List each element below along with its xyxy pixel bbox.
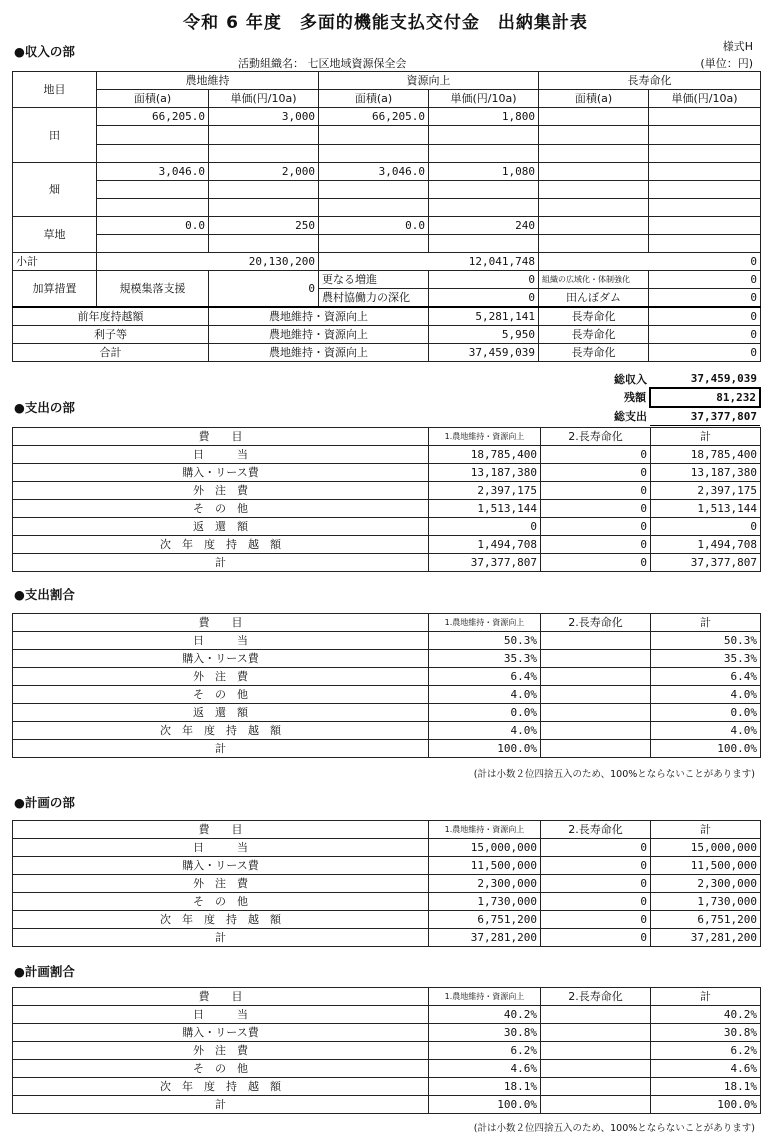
value-c2: 0 (541, 875, 651, 893)
value-c1: 11,500,000 (429, 857, 541, 875)
value-c2 (541, 650, 651, 668)
value-c3: 40.2% (651, 1006, 761, 1024)
h-c1: 1.農地維持・資源向上 (429, 428, 541, 446)
table-row (13, 464, 761, 482)
row-label: 計 (13, 554, 429, 572)
row-label: 日 当 (13, 632, 429, 650)
row-label: 次 年 度 持 越 額 (13, 536, 429, 554)
table-row (13, 217, 761, 235)
table-row (13, 163, 761, 181)
value-c3: 6.2% (651, 1042, 761, 1060)
table-row (13, 650, 761, 668)
value-c2 (541, 686, 651, 704)
nouson-label: 農村協働力の深化 (319, 289, 429, 308)
page-title: 令和 6 年度 多面的機能支払交付金 出納集計表 (183, 13, 588, 33)
value-c1: 37,377,807 (429, 554, 541, 572)
value-c2 (541, 1024, 651, 1042)
subtotal-nouchi: 20,130,200 (97, 253, 319, 271)
sou-shunyu: 37,459,039 (650, 370, 760, 388)
value-c1: 50.3% (429, 632, 541, 650)
value-c2: 0 (541, 857, 651, 875)
value-c1: 4.6% (429, 1060, 541, 1078)
h-c2: 2.長寿命化 (541, 614, 651, 632)
expense-ratio-note: (計は小数２位四捨五入のため、100%とならないことがあります) (473, 769, 755, 780)
value-c3: 37,377,807 (651, 554, 761, 572)
value-c2 (541, 1096, 651, 1114)
row-label: そ の 他 (13, 893, 429, 911)
table-row (13, 686, 761, 704)
h-choju: 長寿命化 (539, 72, 761, 90)
h-shigen: 資源向上 (319, 72, 539, 90)
total-label: 合計 (13, 344, 209, 362)
row-label: 返 還 額 (13, 518, 429, 536)
row-label: そ の 他 (13, 1060, 429, 1078)
expense-table (12, 427, 761, 572)
value-c1: 100.0% (429, 1096, 541, 1114)
value-c2 (541, 1060, 651, 1078)
h-price: 単価(円/10a) (649, 90, 761, 108)
value-c2 (541, 704, 651, 722)
value-c1: 4.0% (429, 722, 541, 740)
h-himoku: 費 目 (13, 988, 429, 1006)
h-c1: 1.農地維持・資源向上 (429, 821, 541, 839)
h-himoku: 費 目 (13, 428, 429, 446)
value-c1: 1,494,708 (429, 536, 541, 554)
total-ns: 37,459,039 (429, 344, 539, 362)
table-row (13, 668, 761, 686)
value-c2 (541, 1042, 651, 1060)
value-c3: 100.0% (651, 740, 761, 758)
value-c1: 100.0% (429, 740, 541, 758)
plan-table (12, 820, 761, 947)
value-c1: 15,000,000 (429, 839, 541, 857)
h-c3: 計 (651, 821, 761, 839)
h-nouchi: 農地維持 (97, 72, 319, 90)
h-c2: 2.長寿命化 (541, 821, 651, 839)
table-row (13, 518, 761, 536)
value-c3: 0 (651, 518, 761, 536)
value-c2 (541, 668, 651, 686)
value-c3: 50.3% (651, 632, 761, 650)
table-row (13, 1024, 761, 1042)
value-c1: 1,513,144 (429, 500, 541, 518)
value-c1: 18,785,400 (429, 446, 541, 464)
nouchi-area: 0.0 (97, 217, 209, 235)
row-label: 外 注 費 (13, 668, 429, 686)
value-c2: 0 (541, 554, 651, 572)
subtotal-label: 小計 (13, 253, 97, 271)
row-label: 返 還 額 (13, 704, 429, 722)
value-c3: 4.6% (651, 1060, 761, 1078)
value-c1: 0.0% (429, 704, 541, 722)
row-label: 日 当 (13, 839, 429, 857)
row-label: 計 (13, 1096, 429, 1114)
row-label: 外 注 費 (13, 875, 429, 893)
choju-label: 長寿命化 (539, 326, 649, 344)
value-c1: 35.3% (429, 650, 541, 668)
table-row (13, 536, 761, 554)
kibo-label: 規模集落支援 (97, 271, 209, 308)
value-c2: 0 (541, 464, 651, 482)
value-c3: 15,000,000 (651, 839, 761, 857)
value-c2 (541, 632, 651, 650)
value-c3: 1,513,144 (651, 500, 761, 518)
h-c1: 1.農地維持・資源向上 (429, 614, 541, 632)
shigen-price: 1,080 (429, 163, 539, 181)
shigen-price: 240 (429, 217, 539, 235)
nouchi-price: 3,000 (209, 108, 319, 126)
h-c3: 計 (651, 614, 761, 632)
row-label: 日 当 (13, 1006, 429, 1024)
value-c2: 0 (541, 839, 651, 857)
row-label: 購入・リース費 (13, 464, 429, 482)
sou-shishutsu: 37,377,807 (650, 407, 760, 426)
summary-box (600, 370, 761, 426)
tanbo-label: 田んぼダム (539, 289, 649, 308)
h-himoku: 費 目 (13, 821, 429, 839)
h-c3: 計 (651, 988, 761, 1006)
row-label: 田 (13, 108, 97, 163)
zangaku: 81,232 (650, 388, 760, 407)
h-area: 面積(a) (539, 90, 649, 108)
value-c1: 6,751,200 (429, 911, 541, 929)
table-row (13, 1042, 761, 1060)
total-row (13, 1096, 761, 1114)
sou-shunyu-label: 総収入 (614, 372, 647, 386)
value-c3: 0.0% (651, 704, 761, 722)
nouson-value: 0 (429, 289, 539, 308)
table-row (13, 1078, 761, 1096)
carry-choju: 0 (649, 307, 761, 326)
value-c1: 2,300,000 (429, 875, 541, 893)
table-row (13, 893, 761, 911)
nouchi-area: 3,046.0 (97, 163, 209, 181)
value-c1: 1,730,000 (429, 893, 541, 911)
value-c1: 40.2% (429, 1006, 541, 1024)
table-row (13, 857, 761, 875)
table-row (13, 722, 761, 740)
kasan-row (13, 271, 761, 289)
value-c3: 1,730,000 (651, 893, 761, 911)
value-c2: 0 (541, 482, 651, 500)
form-id: 様式H (722, 40, 753, 53)
plan-ratio-note: (計は小数２位四捨五入のため、100%とならないことがあります) (473, 1123, 755, 1134)
row-label: 次 年 度 持 越 額 (13, 722, 429, 740)
nouchi-price: 2,000 (209, 163, 319, 181)
carry-label: 前年度持越額 (13, 307, 209, 326)
value-c3: 4.0% (651, 686, 761, 704)
choju-label: 長寿命化 (539, 307, 649, 326)
row-label: そ の 他 (13, 686, 429, 704)
sarani-value: 0 (429, 271, 539, 289)
value-c3: 35.3% (651, 650, 761, 668)
expense-heading: ●支出の部 (14, 400, 75, 415)
value-c1: 37,281,200 (429, 929, 541, 947)
plan-ratio-heading: ●計画割合 (14, 964, 75, 979)
choju-label: 長寿命化 (539, 344, 649, 362)
org-row (238, 55, 407, 71)
shigen-price: 1,800 (429, 108, 539, 126)
nouchi-area: 66,205.0 (97, 108, 209, 126)
interest-ns: 5,950 (429, 326, 539, 344)
row-label: 次 年 度 持 越 額 (13, 1078, 429, 1096)
total-row (13, 554, 761, 572)
value-c2 (541, 722, 651, 740)
value-c3: 13,187,380 (651, 464, 761, 482)
nouchi-price: 250 (209, 217, 319, 235)
row-label: 購入・リース費 (13, 1024, 429, 1042)
table-row (13, 632, 761, 650)
table-row (13, 482, 761, 500)
row-label: 次 年 度 持 越 額 (13, 911, 429, 929)
carry-ns: 5,281,141 (429, 307, 539, 326)
income-heading: ●収入の部 (14, 44, 75, 59)
table-row (13, 1006, 761, 1024)
value-c3: 11,500,000 (651, 857, 761, 875)
value-c1: 0 (429, 518, 541, 536)
ns-label: 農地維持・資源向上 (209, 344, 429, 362)
value-c2: 0 (541, 893, 651, 911)
row-label: 購入・リース費 (13, 857, 429, 875)
zangaku-label: 残額 (624, 391, 646, 404)
value-c1: 4.0% (429, 686, 541, 704)
interest-row (13, 326, 761, 344)
value-c3: 6,751,200 (651, 911, 761, 929)
value-c2 (541, 1078, 651, 1096)
h-c2: 2.長寿命化 (541, 428, 651, 446)
total-row (13, 344, 761, 362)
plan-ratio-table (12, 987, 761, 1114)
value-c1: 30.8% (429, 1024, 541, 1042)
unit-label: (単位：円) (700, 57, 753, 70)
row-label: 購入・リース費 (13, 650, 429, 668)
value-c3: 4.0% (651, 722, 761, 740)
value-c2: 0 (541, 446, 651, 464)
shigen-area: 66,205.0 (319, 108, 429, 126)
org-label: 活動組織名： (238, 57, 304, 70)
h-price: 単価(円/10a) (429, 90, 539, 108)
ns-label: 農地維持・資源向上 (209, 307, 429, 326)
interest-choju: 0 (649, 326, 761, 344)
value-c2 (541, 1006, 651, 1024)
org-name: 七区地域資源保全会 (307, 57, 407, 70)
value-c3: 18.1% (651, 1078, 761, 1096)
value-c1: 6.4% (429, 668, 541, 686)
h-himoku: 費 目 (13, 614, 429, 632)
plan-heading: ●計画の部 (14, 795, 75, 810)
table-row (13, 911, 761, 929)
carry-row (13, 307, 761, 326)
expense-ratio-table (12, 613, 761, 758)
h-area: 面積(a) (319, 90, 429, 108)
expense-ratio-heading: ●支出割合 (14, 587, 75, 602)
soshiki-value: 0 (649, 271, 761, 289)
value-c2: 0 (541, 536, 651, 554)
total-row (13, 740, 761, 758)
value-c2: 0 (541, 911, 651, 929)
value-c1: 13,187,380 (429, 464, 541, 482)
value-c3: 18,785,400 (651, 446, 761, 464)
value-c3: 1,494,708 (651, 536, 761, 554)
total-row (13, 929, 761, 947)
value-c2 (541, 740, 651, 758)
kasan-label: 加算措置 (13, 271, 97, 308)
row-label: 計 (13, 929, 429, 947)
value-c3: 37,281,200 (651, 929, 761, 947)
row-label: 畑 (13, 163, 97, 217)
value-c2: 0 (541, 518, 651, 536)
row-label: 計 (13, 740, 429, 758)
row-label: 外 注 費 (13, 1042, 429, 1060)
income-table (12, 71, 761, 362)
subtotal-choju: 0 (539, 253, 761, 271)
soshiki-label: 組織の広域化・体制強化 (539, 271, 649, 289)
row-label: 草地 (13, 217, 97, 253)
value-c3: 2,300,000 (651, 875, 761, 893)
table-row (13, 839, 761, 857)
value-c3: 6.4% (651, 668, 761, 686)
h-chimoku: 地目 (13, 72, 97, 108)
row-label: 日 当 (13, 446, 429, 464)
kibo-value: 0 (209, 271, 319, 308)
table-row (13, 875, 761, 893)
value-c1: 6.2% (429, 1042, 541, 1060)
shigen-area: 0.0 (319, 217, 429, 235)
value-c1: 2,397,175 (429, 482, 541, 500)
value-c3: 2,397,175 (651, 482, 761, 500)
subtotal-shigen: 12,041,748 (319, 253, 539, 271)
h-c2: 2.長寿命化 (541, 988, 651, 1006)
tanbo-value: 0 (649, 289, 761, 308)
value-c3: 30.8% (651, 1024, 761, 1042)
total-choju: 0 (649, 344, 761, 362)
sou-shishutsu-label: 総支出 (614, 409, 647, 423)
row-label: そ の 他 (13, 500, 429, 518)
row-label: 外 注 費 (13, 482, 429, 500)
value-c2: 0 (541, 929, 651, 947)
ns-label: 農地維持・資源向上 (209, 326, 429, 344)
h-c1: 1.農地維持・資源向上 (429, 988, 541, 1006)
shigen-area: 3,046.0 (319, 163, 429, 181)
table-row (13, 704, 761, 722)
subtotal-row (13, 253, 761, 271)
value-c1: 18.1% (429, 1078, 541, 1096)
sarani-label: 更なる増進 (319, 271, 429, 289)
interest-label: 利子等 (13, 326, 209, 344)
value-c3: 100.0% (651, 1096, 761, 1114)
h-c3: 計 (651, 428, 761, 446)
table-row (13, 500, 761, 518)
h-area: 面積(a) (97, 90, 209, 108)
h-price: 単価(円/10a) (209, 90, 319, 108)
table-row (13, 108, 761, 126)
table-row (13, 1060, 761, 1078)
table-row (13, 446, 761, 464)
value-c2: 0 (541, 500, 651, 518)
